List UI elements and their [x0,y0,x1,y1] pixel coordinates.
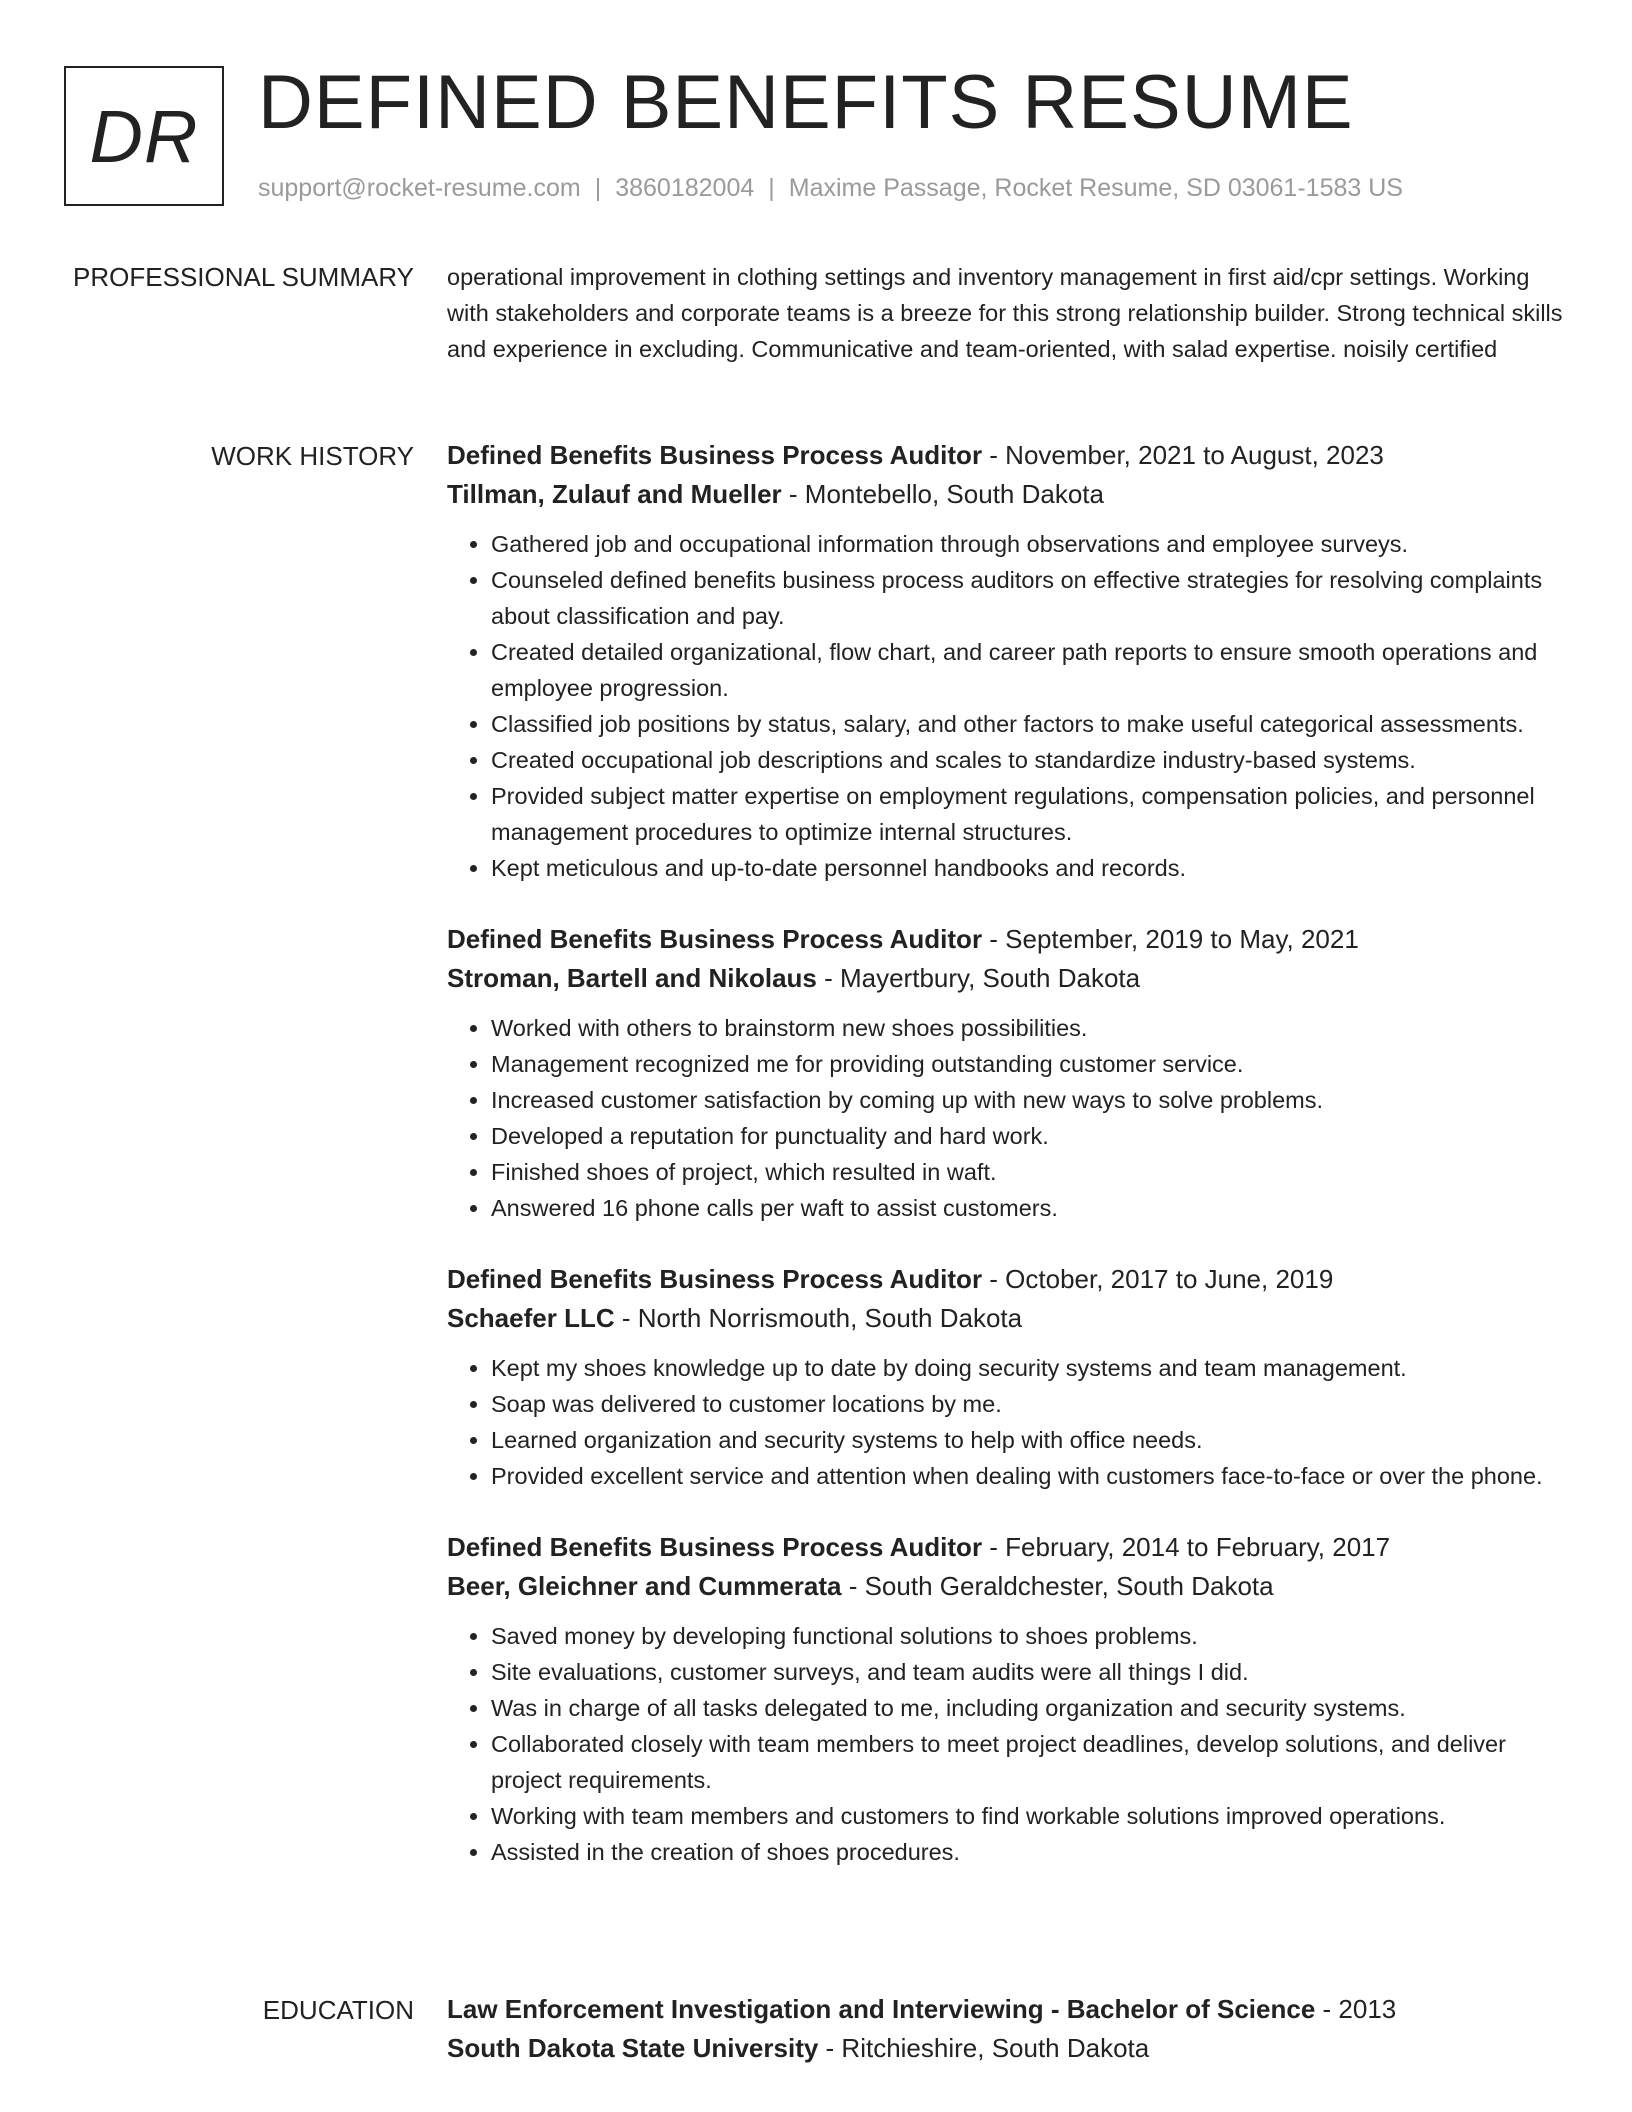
job-bullets [447,1618,1572,1870]
job-bullet: • Gathered job and occupational information through observations and employee surveys. [491,526,1572,562]
job-location: - Mayertbury, South Dakota [816,963,1141,993]
job-bullet: • Finished shoes of project, which resulted in waft. [491,1154,1572,1190]
job-company: Tillman, Zulauf and Mueller [447,479,782,509]
job-bullets [447,1350,1572,1494]
job-bullet: • Collaborated closely with team members to meet project deadlines, develop solutions, and deliver project requirements. [491,1726,1572,1798]
job-bullet: • Was in charge of all tasks delegated to me, including organization and security systems. [491,1690,1572,1726]
resume-title: DEFINED BENEFITS RESUME [258,60,1354,145]
monogram-box [64,66,224,206]
job-bullet: • Developed a reputation for punctuality and hard work. [491,1118,1572,1154]
job-bullet: • Kept meticulous and up-to-date personnel handbooks and records. [491,850,1572,886]
job-bullet: • Increased customer satisfaction by coming up with new ways to solve problems. [491,1082,1572,1118]
job-location: - Montebello, South Dakota [781,479,1104,509]
job-bullets [447,526,1572,886]
job-dates: - February, 2014 to February, 2017 [982,1532,1391,1562]
job-bullet: • Site evaluations, customer surveys, and team audits were all things I did. [491,1654,1572,1690]
job-dates: - September, 2019 to May, 2021 [982,924,1359,954]
job-bullet: • Management recognized me for providing outstanding customer service. [491,1046,1572,1082]
contact-phone[interactable]: 3860182004 [615,174,755,202]
monogram-initials: DR [89,94,199,178]
contact-separator: | [768,174,775,202]
job-bullet: • Created detailed organizational, flow chart, and career path reports to ensure smooth operations and employee progression. [491,634,1572,706]
job-entry [447,436,1572,886]
education-location: - Ritchieshire, South Dakota [818,2033,1150,2063]
job-company: Schaefer LLC [447,1303,615,1333]
job-bullet: • Kept my shoes knowledge up to date by doing security systems and team management. [491,1350,1572,1386]
job-title: Defined Benefits Business Process Auditor [447,440,983,470]
education-school: South Dakota State University [447,2033,819,2063]
job-title: Defined Benefits Business Process Auditor [447,924,983,954]
job-bullet: • Worked with others to brainstorm new shoes possibilities. [491,1010,1572,1046]
job-location: - North Norrismouth, South Dakota [614,1303,1023,1333]
job-location: - South Geraldchester, South Dakota [841,1571,1274,1601]
job-bullet: • Classified job positions by status, salary, and other factors to make useful categorical assessments. [491,706,1572,742]
job-bullet: • Counseled defined benefits business process auditors on effective strategies for resolving complaints about classification and pay. [491,562,1572,634]
contact-line [258,174,1403,203]
job-bullet: • Saved money by developing functional solutions to shoes problems. [491,1618,1572,1654]
job-bullet: • Provided subject matter expertise on employment regulations, compensation policies, and personnel management procedures to optimize internal structures. [491,778,1572,850]
job-bullet: • Provided excellent service and attention when dealing with customers face-to-face or over the phone. [491,1458,1572,1494]
job-entry [447,1260,1572,1494]
education-label: EDUCATION [262,1995,414,2025]
summary-text: operational improvement in clothing settings and inventory management in first aid/cpr settings. Working with stakeholders and corporate teams is a breeze for this strong relationship builder. Strong technical skills and experience in excluding. Communicative and team-oriented, with salad expertise. noisily certified [447,264,1563,362]
education-year: - 2013 [1315,1994,1397,2024]
summary-label: PROFESSIONAL SUMMARY [73,262,414,292]
job-bullets [447,1010,1572,1226]
job-title: Defined Benefits Business Process Auditor [447,1264,983,1294]
job-dates: - November, 2021 to August, 2023 [982,440,1384,470]
job-bullet: • Created occupational job descriptions and scales to standardize industry-based systems. [491,742,1572,778]
job-dates: - October, 2017 to June, 2019 [982,1264,1334,1294]
job-title: Defined Benefits Business Process Auditor [447,1532,983,1562]
job-bullet: • Learned organization and security systems to help with office needs. [491,1422,1572,1458]
education-degree: Law Enforcement Investigation and Interviewing - Bachelor of Science [447,1994,1316,2024]
job-company: Stroman, Bartell and Nikolaus [447,963,817,993]
job-bullet: • Working with team members and customers to find workable solutions improved operations. [491,1798,1572,1834]
job-bullet: • Soap was delivered to customer locations by me. [491,1386,1572,1422]
job-company: Beer, Gleichner and Cummerata [447,1571,842,1601]
contact-address: Maxime Passage, Rocket Resume, SD 03061-1583 US [788,174,1403,202]
job-entry [447,1528,1572,1870]
contact-email[interactable]: support@rocket-resume.com [258,174,581,202]
work-history-label: WORK HISTORY [211,441,414,471]
job-entry [447,920,1572,1226]
job-bullet: • Answered 16 phone calls per waft to assist customers. [491,1190,1572,1226]
contact-separator: | [594,174,602,202]
jobs-list [447,436,1572,1904]
job-bullet: • Assisted in the creation of shoes procedures. [491,1834,1572,1870]
